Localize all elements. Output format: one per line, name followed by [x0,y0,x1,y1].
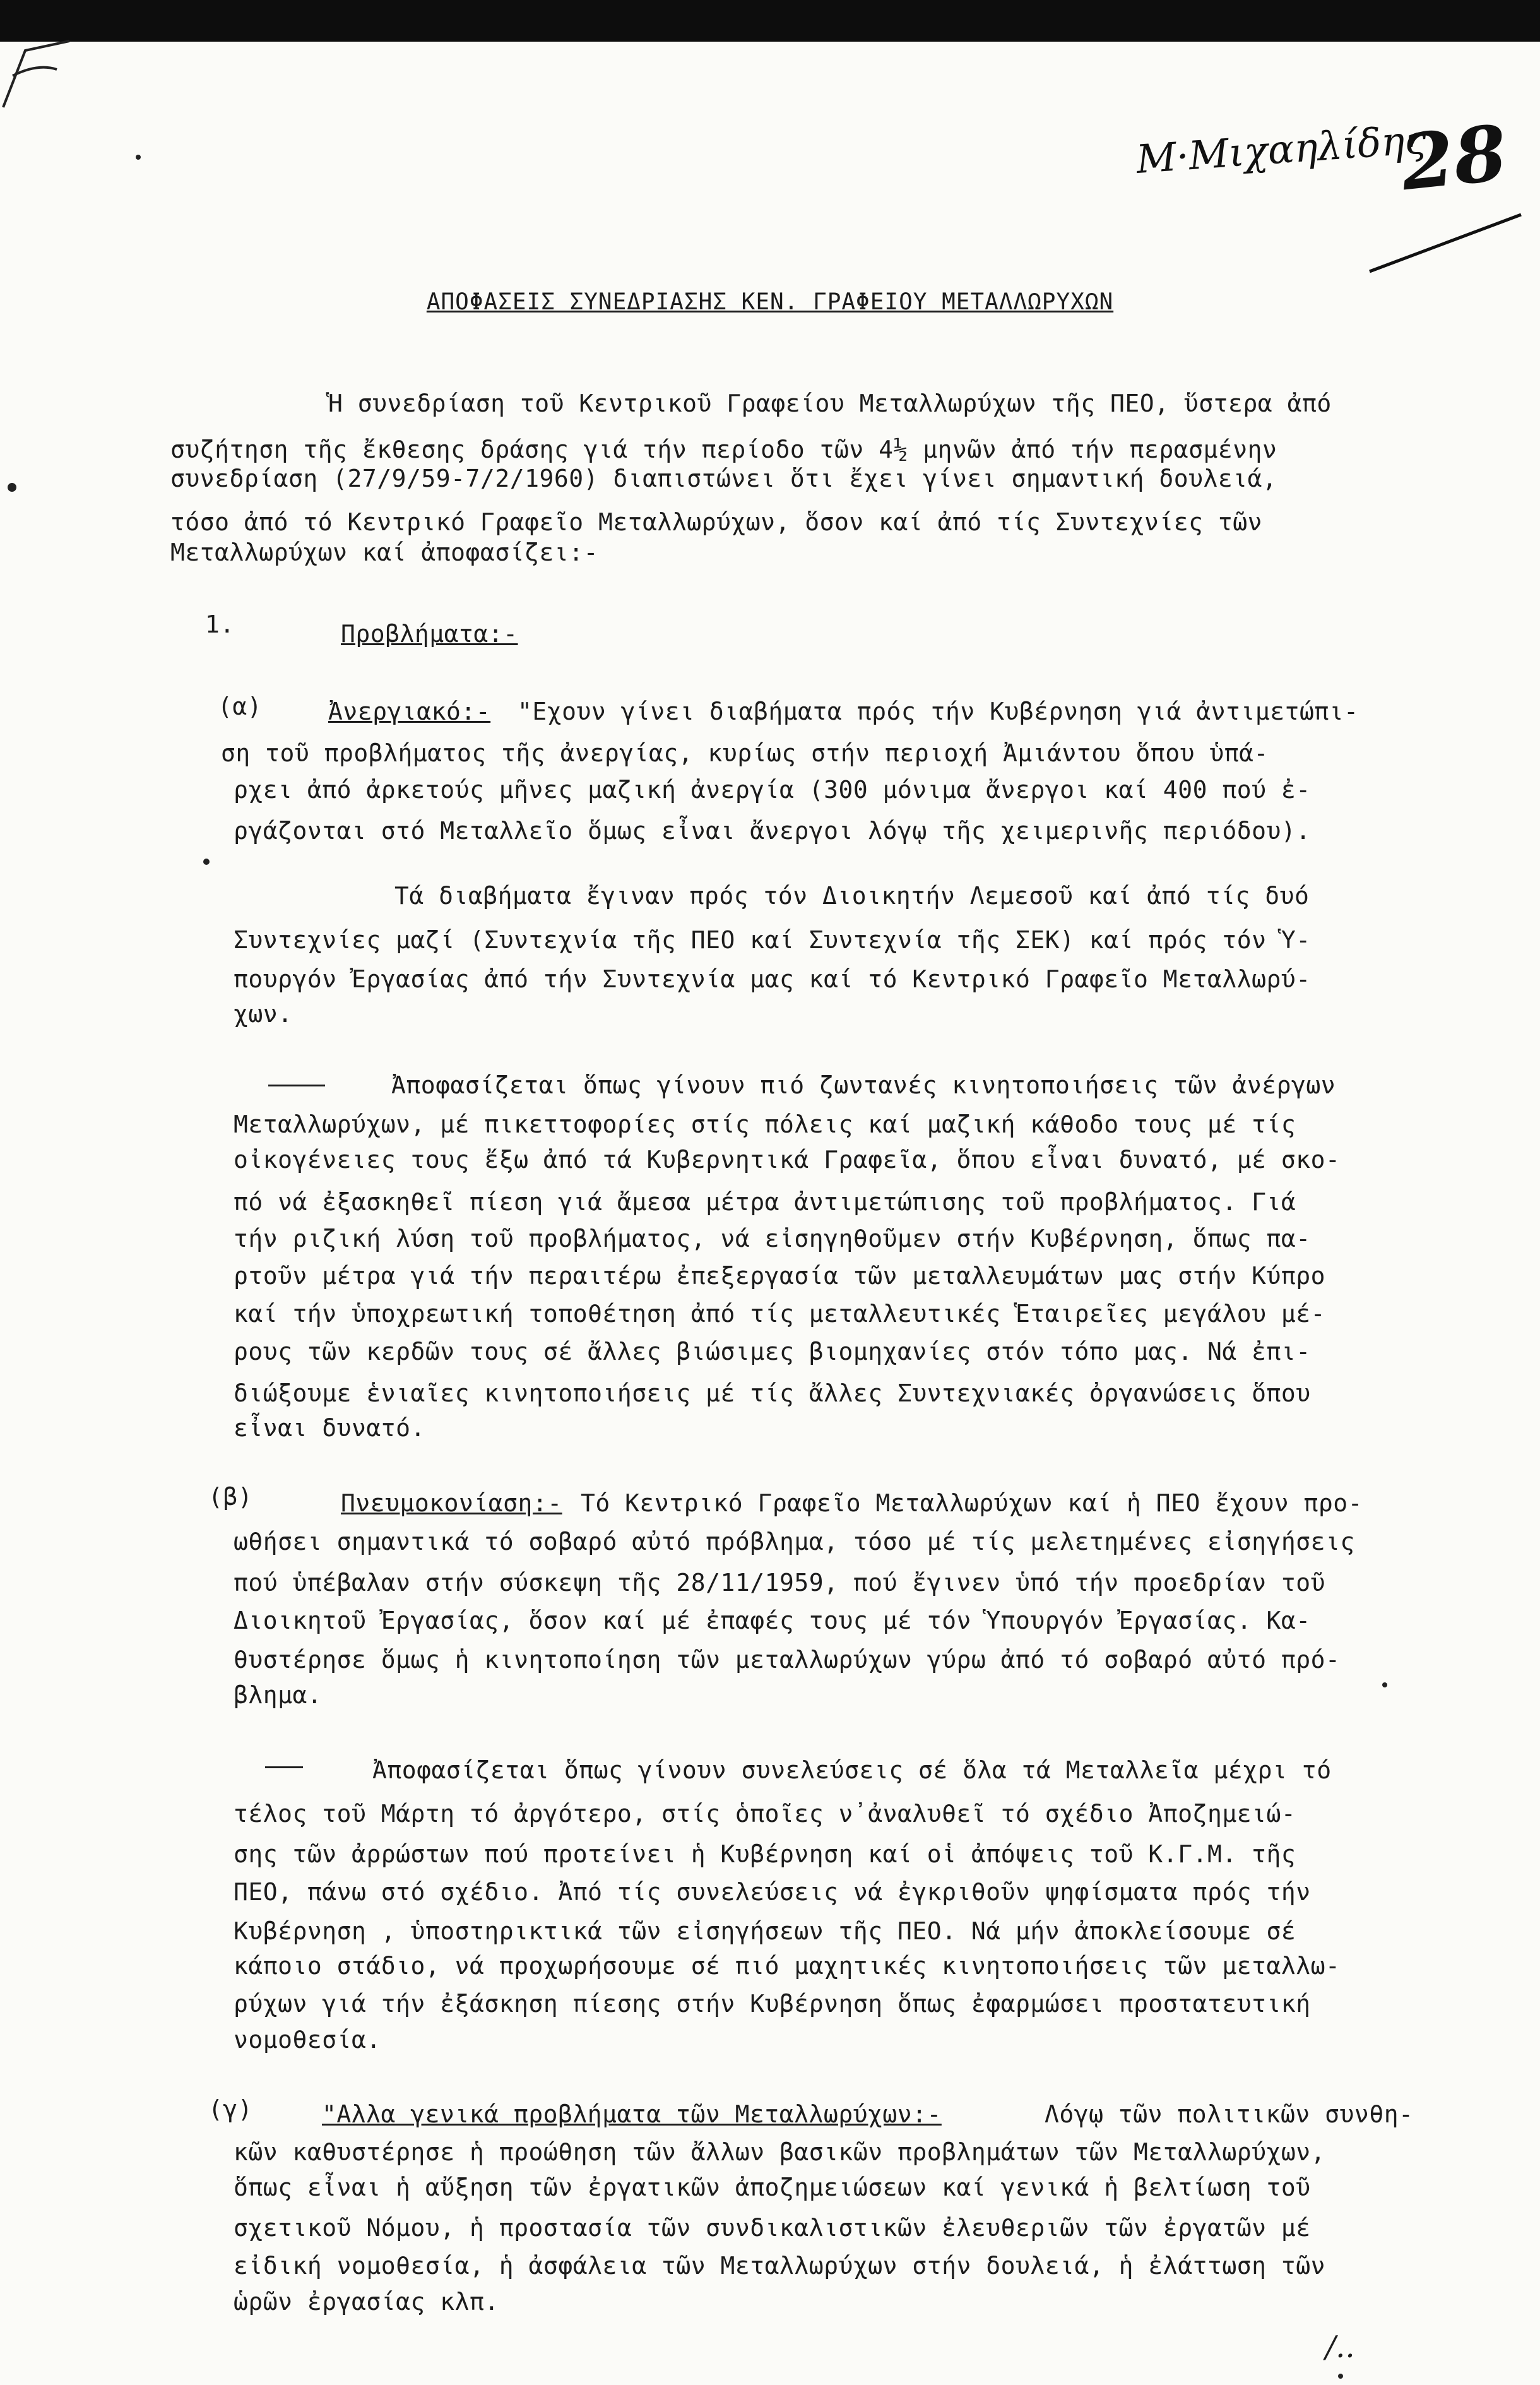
item-b-decision-line: Ἀποφασίζεται ὅπως γίνουν συνελεύσεις σέ ὅλα τά Μεταλλεῖα μέχρι τό [372,1756,1332,1784]
section-number: 1. [205,610,235,638]
item-a-line: ρχει ἀπό ἀρκετούς μῆνες μαζική ἀνεργία (300 μόνιμα ἄνεργοι καί 400 πού ἐ- [234,776,1311,804]
margin-dot [1338,2374,1343,2379]
margin-dot [136,155,141,160]
item-c-line: ὡρῶν ἐργασίας κλπ. [234,2288,499,2316]
item-a-line: ση τοῦ προβλήματος τῆς ἀνεργίας, κυρίως στήν περιοχή Ἀμιάντου ὅπου ὑπά- [221,739,1269,767]
intro-line: Μεταλλωρύχων καί ἀποφασίζει:- [170,538,598,566]
item-c-line: Λόγῳ τῶν πολιτικῶν συνθη- [1045,2100,1414,2128]
item-b-decision-line: ΠΕΟ, πάνω στό σχέδιο. Ἀπό τίς συνελεύσεις νά ἐγκριθοῦν ψηφίσματα πρός τήν [234,1878,1311,1906]
item-a-decision-line: ρτοῦν μέτρα γιά τήν περαιτέρω ἐπεξεργασία τῶν μεταλλευμάτων μας στήν Κύπρο [234,1262,1325,1290]
item-a-marker: (α) [218,693,263,720]
continuation-mark: /.. [1325,2329,1355,2365]
item-b-line: θυστέρησε ὅμως ἡ κινητοποίηση τῶν μεταλλωρύχων γύρω ἀπό τό σοβαρό αὐτό πρό- [234,1646,1341,1674]
section-title: Προβλήματα:- [341,620,518,648]
item-a-decision-line: Ἀποφασίζεται ὅπως γίνουν πιό ζωντανές κινητοποιήσεις τῶν ἀνέργων [391,1071,1336,1099]
intro-line: συζήτηση τῆς ἔκθεσης δράσης γιά τήν περίοδο τῶν 4½ μηνῶν ἀπό τήν περασμένην [170,436,1277,463]
item-a-line: "Εχουν γίνει διαβήματα πρός τήν Κυβέρνηση γιά ἀντιμετώπι- [518,698,1359,725]
item-a-line: ργάζονται στό Μεταλλεῖο ὅμως εἶναι ἄνεργοι λόγῳ τῆς χειμερινῆς περιόδου). [234,817,1311,845]
item-b-decision-line: σης τῶν ἀρρώστων πού προτείνει ἡ Κυβέρνηση καί οἱ ἀπόψεις τοῦ Κ.Γ.Μ. τῆς [234,1840,1296,1868]
item-a-para2-line: Τά διαβήματα ἔγιναν πρός τόν Διοικητήν Λεμεσοῦ καί ἀπό τίς δυό [394,882,1310,910]
item-b-line: ωθήσει σημαντικά τό σοβαρό αὐτό πρόβλημα, τόσο μέ τίς μελετημένες εἰσηγήσεις [234,1528,1355,1555]
item-a-decision-line: διώξουμε ἑνιαῖες κινητοποιήσεις μέ τίς ἄλλες Συντεχνιακές ὀργανώσεις ὅπου [234,1379,1311,1407]
item-b-decision-line: τέλος τοῦ Μάρτη τό ἀργότερο, στίς ὁποῖες ν᾽ἀναλυθεῖ τό σχέδιο Ἀποζημειώ- [234,1800,1296,1828]
item-b-line: Διοικητοῦ Ἐργασίας, ὅσον καί μέ ἐπαφές τους μέ τόν Ὑπουργόν Ἐργασίας. Κα- [234,1607,1311,1634]
item-b-decision-line: Κυβέρνηση , ὑποστηρικτικά τῶν εἰσηγήσεων τῆς ΠΕΟ. Νά μήν ἀποκλείσουμε σέ [234,1917,1296,1945]
document-title: ΑΠΟΦΑΣΕΙΣ ΣΥΝΕΔΡΙΑΣΗΣ ΚΕΝ. ΓΡΑΦΕΙΟΥ ΜΕΤΑΛΛΩΡΥΧΩΝ [426,289,1114,315]
item-a-decision-line: πό νά ἐξασκηθεῖ πίεση γιά ἄμεσα μέτρα ἀντιμετώπισης τοῦ προβλήματος. Γιά [234,1188,1296,1216]
item-b-line: βλημα. [234,1681,323,1709]
item-b-line: Τό Κεντρικό Γραφεῖο Μεταλλωρύχων καί ἡ ΠΕΟ ἔχουν προ- [581,1489,1363,1517]
signature-underline-stroke [1363,208,1527,278]
intro-line: Ἡ συνεδρίαση τοῦ Κεντρικοῦ Γραφείου Μεταλλωρύχων τῆς ΠΕΟ, ὕστερα ἀπό [328,390,1332,417]
scan-top-border [0,0,1540,42]
intro-line: συνεδρίαση (27/9/59-7/2/1960) διαπιστώνει ὅτι ἔχει γίνει σημαντική δουλειά, [170,465,1277,492]
intro-line: τόσο ἀπό τό Κεντρικό Γραφεῖο Μεταλλωρύχων, ὅσον καί ἀπό τίς Συντεχνίες τῶν [170,508,1262,536]
item-b-heading: Πνευμοκονίαση:- [341,1489,562,1517]
decision-dash [265,1766,303,1768]
item-a-decision-line: εἶναι δυνατό. [234,1414,425,1442]
item-a-para2-line: πουργόν Ἐργασίας ἀπό τήν Συντεχνία μας καί τό Κεντρικό Γραφεῖο Μεταλλωρύ- [234,965,1311,993]
item-a-decision-line: ρους τῶν κερδῶν τους σέ ἄλλες βιώσιμες βιομηχανίες στόν τόπο μας. Νά ἐπι- [234,1338,1311,1365]
margin-dot [1382,1682,1387,1687]
item-a-heading: Ἀνεργιακό:- [328,698,491,725]
item-b-decision-line: ρύχων γιά τήν ἐξάσκηση πίεσης στήν Κυβέρνηση ὅπως ἐφαρμώσει προστατευτική [234,1990,1311,2018]
item-c-line: ὅπως εἶναι ἡ αὔξηση τῶν ἐργατικῶν ἀποζημειώσεων καί γενικά ἡ βελτίωση τοῦ [234,2174,1311,2201]
handwritten-page-number: 28 [1397,108,1511,208]
item-a-decision-line: οἰκογένειες τους ἔξω ἀπό τά Κυβερνητικά Γραφεῖα, ὅπου εἶναι δυνατό, μέ σκο- [234,1146,1341,1174]
item-a-decision-line: Μεταλλωρύχων, μέ πικεττοφορίες στίς πόλεις καί μαζική κάθοδο τους μέ τίς [234,1110,1296,1138]
item-c-line: εἰδική νομοθεσία, ἡ ἀσφάλεια τῶν Μεταλλωρύχων στήν δουλειά, ἡ ἐλάττωση τῶν [234,2252,1325,2280]
item-b-decision-line: κάποιο στάδιο, νά προχωρήσουμε σέ πιό μαχητικές κινητοποιήσεις τῶν μεταλλω- [234,1952,1341,1980]
margin-dot [8,483,16,492]
item-b-line: πού ὑπέβαλαν στήν σύσκεψη τῆς 28/11/1959, πού ἔγινεν ὑπό τήν προεδρίαν τοῦ [234,1569,1325,1597]
item-c-heading: "Αλλα γενικά προβλήματα τῶν Μεταλλωρύχων:- [322,2100,942,2128]
item-a-para2-line: Συντεχνίες μαζί (Συντεχνία τῆς ΠΕΟ καί Συντεχνία τῆς ΣΕΚ) καί πρός τόν Ὑ- [234,926,1311,954]
item-a-decision-line: τήν ριζική λύση τοῦ προβλήματος, νά εἰσηγηθοῦμεν στήν Κυβέρνηση, ὅπως πα- [234,1225,1311,1252]
item-c-line: σχετικοῦ Νόμου, ἡ προστασία τῶν συνδικαλιστικῶν ἐλευθεριῶν τῶν ἐργατῶν μέ [234,2214,1311,2242]
item-a-decision-line: καί τήν ὑποχρεωτική τοποθέτηση ἀπό τίς μεταλλευτικές Ἑταιρεῖες μεγάλου μέ- [234,1300,1325,1328]
item-b-marker: (β) [208,1483,253,1511]
margin-dot [203,859,210,865]
item-c-line: κῶν καθυστέρησε ἡ προώθηση τῶν ἄλλων βασικῶν προβλημάτων τῶν Μεταλλωρύχων, [234,2138,1325,2166]
decision-dash [268,1085,325,1086]
item-a-para2-line: χων. [234,1000,293,1028]
item-b-decision-line: νομοθεσία. [234,2026,381,2054]
scan-corner-mark [0,38,82,114]
item-c-marker: (γ) [208,2095,253,2123]
handwritten-author: Μ·Μιχαηλίδης [1135,116,1428,182]
